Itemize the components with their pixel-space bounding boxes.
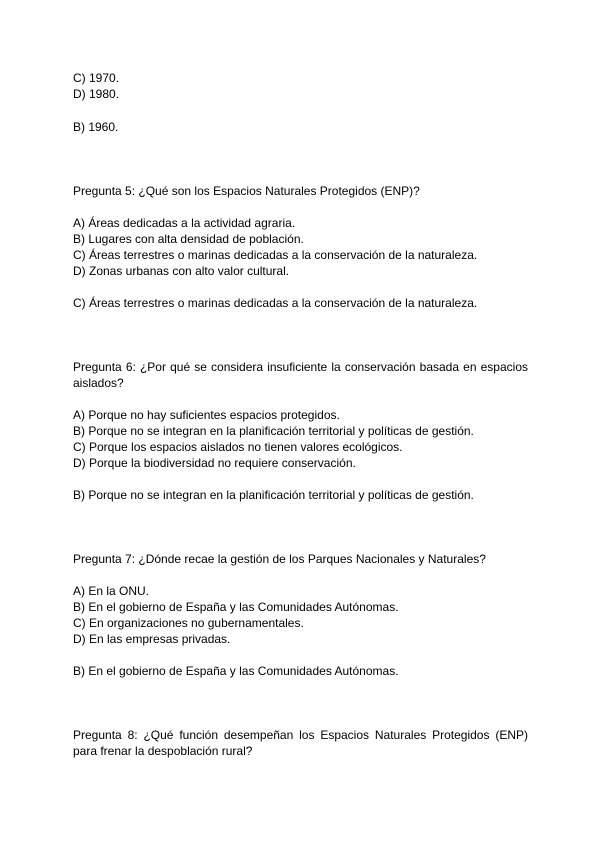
question-7-option-b: B) En el gobierno de España y las Comunidades Autónomas.	[73, 600, 399, 614]
answer: B) 1960.	[73, 120, 119, 134]
question-7-prompt: Pregunta 7: ¿Dónde recae la gestión de los Parques Nacionales y Naturales?	[73, 552, 486, 566]
question-6-option-a: A) Porque no hay suficientes espacios protegidos.	[73, 408, 340, 422]
question-5-option-a: A) Áreas dedicadas a la actividad agraria.	[73, 216, 296, 230]
option-d: D) 1980.	[73, 87, 120, 101]
question-6-option-d: D) Porque la biodiversidad no requiere conservación.	[73, 456, 356, 470]
question-5-prompt: Pregunta 5: ¿Qué son los Espacios Naturales Protegidos (ENP)?	[73, 184, 420, 198]
question-6-option-b: B) Porque no se integran en la planificación territorial y políticas de gestión.	[73, 424, 474, 438]
question-5-option-d: D) Zonas urbanas con alto valor cultural.	[73, 264, 290, 278]
question-5-option-c: C) Áreas terrestres o marinas dedicadas a la conservación de la naturaleza.	[73, 248, 478, 262]
question-6-option-c: C) Porque los espacios aislados no tienen valores ecológicos.	[73, 440, 403, 454]
question-6-answer: B) Porque no se integran en la planificación territorial y políticas de gestión.	[73, 488, 474, 502]
question-8-prompt: Pregunta 8: ¿Qué función desempeñan los Espacios Naturales Protegidos (ENP) para frenar la despoblación rural?	[73, 728, 528, 758]
option-c: C) 1970.	[73, 71, 120, 85]
question-7-option-d: D) En las empresas privadas.	[73, 632, 231, 646]
question-7-answer: B) En el gobierno de España y las Comunidades Autónomas.	[73, 664, 399, 678]
question-7-option-c: C) En organizaciones no gubernamentales.	[73, 616, 304, 630]
question-5-option-b: B) Lugares con alta densidad de población.	[73, 232, 304, 246]
question-6-prompt: Pregunta 6: ¿Por qué se considera insuficiente la conservación basada en espacios aislados?	[73, 360, 528, 390]
question-5-answer: C) Áreas terrestres o marinas dedicadas a la conservación de la naturaleza.	[73, 296, 478, 310]
question-7-option-a: A) En la ONU.	[73, 584, 150, 598]
